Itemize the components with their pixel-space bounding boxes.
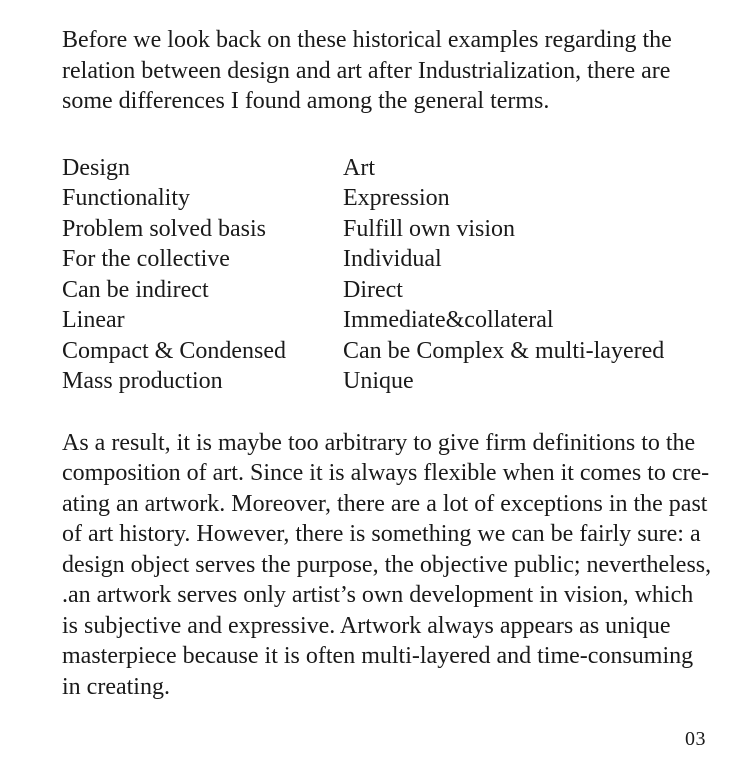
page-number: 03 bbox=[685, 728, 706, 750]
art-column-cell: Direct bbox=[343, 276, 403, 303]
paragraph-line: ating an artwork. Moreover, there are a lot of exceptions in the past bbox=[62, 490, 708, 517]
comparison-table bbox=[62, 153, 706, 397]
art-column-cell: Fulfill own vision bbox=[343, 215, 516, 242]
design-column-cell: Mass production bbox=[62, 368, 223, 394]
paragraph-line: relation between design and art after Industrialization, there are bbox=[62, 57, 671, 84]
art-column-cell: Art bbox=[343, 154, 375, 181]
page-footer bbox=[62, 728, 706, 752]
conclusion-paragraph bbox=[62, 428, 712, 703]
design-column-cell: For the collective bbox=[62, 246, 230, 272]
intro-paragraph bbox=[62, 25, 706, 117]
design-column-cell: Can be indirect bbox=[62, 276, 209, 303]
paragraph-line: of art history. However, there is something we can be fairly sure: a bbox=[62, 521, 701, 547]
paragraph-line: composition of art. Since it is always flexible when it comes to cre- bbox=[62, 460, 710, 486]
table-row bbox=[62, 305, 706, 336]
art-column-cell: Immediate&collateral bbox=[343, 307, 554, 333]
design-column-cell: Functionality bbox=[62, 185, 190, 211]
table-row bbox=[62, 366, 706, 397]
design-column-cell: Design bbox=[62, 154, 130, 181]
table-row bbox=[62, 214, 706, 245]
paragraph-line: Before we look back on these historical examples regarding the bbox=[62, 27, 672, 53]
design-column-cell: Problem solved basis bbox=[62, 215, 266, 242]
paragraph-line: some differences I found among the general terms. bbox=[62, 88, 550, 114]
art-column-cell: Individual bbox=[343, 246, 442, 272]
art-column-cell: Can be Complex & multi-layered bbox=[343, 337, 665, 364]
table-row bbox=[62, 244, 706, 275]
design-column-cell: Compact & Condensed bbox=[62, 337, 286, 364]
table-row bbox=[62, 153, 706, 184]
art-column-cell: Unique bbox=[343, 368, 414, 394]
table-row bbox=[62, 275, 706, 306]
paragraph-line: in creating. bbox=[62, 673, 170, 700]
paragraph-line: design object serves the purpose, the objective public; nevertheless, bbox=[62, 551, 712, 578]
design-column-cell: Linear bbox=[62, 307, 125, 333]
table-row bbox=[62, 183, 706, 214]
paragraph-line: is subjective and expressive. Artwork always appears as unique bbox=[62, 612, 671, 639]
paragraph-line: masterpiece because it is often multi-layered and time-consuming bbox=[62, 643, 694, 669]
table-row bbox=[62, 336, 706, 367]
paragraph-line: As a result, it is maybe too arbitrary to give firm definitions to the bbox=[62, 429, 696, 456]
art-column-cell: Expression bbox=[343, 185, 450, 211]
paragraph-line: .an artwork serves only artist’s own development in vision, which bbox=[62, 582, 694, 608]
